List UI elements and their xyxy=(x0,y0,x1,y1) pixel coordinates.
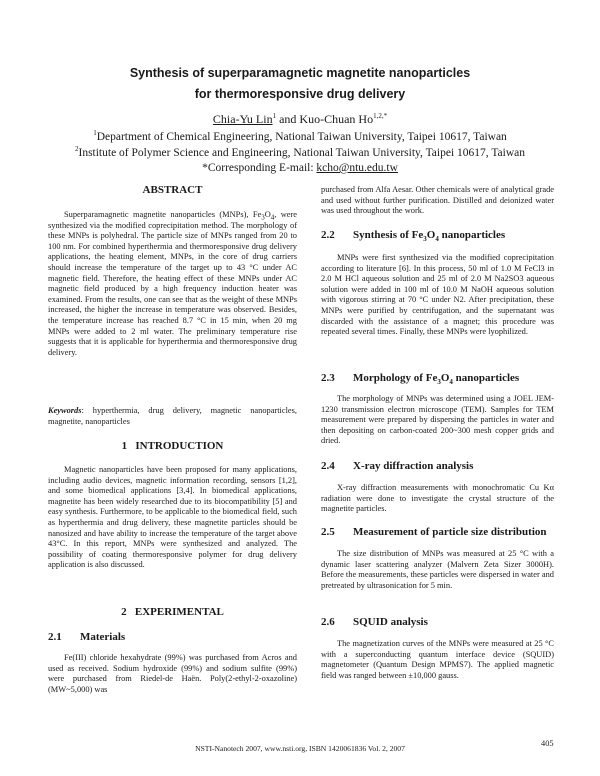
corresponding-email-link[interactable]: kcho@ntu.edu.tw xyxy=(316,162,398,174)
synthesis-text: MNPs were first synthesized via the modified coprecipitation according to literature [6]. In this process, 50 ml of 1.0 M FeCl3 in 2.0 M HCl aqueous solution and 25 ml of 2.0 M Na2SO3 aqueous solution were added in 100 ml of 10.0 M NaOH aqueous solution with vigorous stirring at 70 °C under N2. After precipitation, these MNPs were purified by centrifugation, and the supernatant was discarded with the assistance of a magnet; this procedure was repeated several times. Finally, these MNPs were lyophilized. xyxy=(321,253,554,337)
subsection-heading-xrd: 2.4 X-ray diffraction analysis xyxy=(321,460,474,472)
keywords-label: Keywords xyxy=(48,406,82,415)
materials-text-continued: purchased from Alfa Aesar. Other chemicals were of analytical grade and used without further purification. Distilled and deionized water was used throughout the work. xyxy=(321,185,554,216)
affiliation-text: Institute of Polymer Science and Engineering, National Taiwan University, Taipei 10617, Taiwan xyxy=(78,147,525,159)
subsection-heading-morphology: 2.3 Morphology of $Fe_3O_4$ nanoparticles xyxy=(321,372,520,387)
subsection-heading-synthesis: 2.2 Synthesis of $Fe_3O_4$ nanoparticles xyxy=(321,229,506,244)
materials-text: Fe(III) chloride hexahydrate (99%) was purchased from Acros and used as received. Sodium hydroxide (99%) and sodium sulfite (99%) were purchased from Riedel-de Haën. Poly(2-ethyl-2-oxazoline) (MW~5,000) was xyxy=(48,653,297,694)
abstract-text: Superparamagnetic magnetite nanoparticles (MNPs), $Fe_3O_4$, were synthesized via the modified coprecipitation method. The morphology of these MNPs is polyhedral. The particle size of MNPs ranged from 20 to 100 nm. For combined hyperthermia and thermoresponsive drug delivery applications, the heating element, MNPs, in the core of drug carriers should increase the temperature of the target up to 43 °C under AC magnetic field. Therefore, the heating effect of these MNPs under AC magnetic field produced by a high frequency induction heater was examined. From the results, one can see that as the weight of these MNPs increased, the higher the increase in temperature was observed. Besides, the temperature increase has reached 8.7 °C in 15 min, when 20 mg MNPs were added to 2 ml water. The preliminary temperature rise suggests that it is applicable for hyperthermia and thermoresponsive drug delivery. xyxy=(48,210,297,357)
subsection-heading-squid: 2.6 SQUID analysis xyxy=(321,616,428,628)
author-list xyxy=(0,112,600,127)
author-name: Kuo-Chuan Ho xyxy=(299,112,374,126)
corresponding-label: *Corresponding E-mail: xyxy=(202,162,317,174)
squid-text: The magnetization curves of the MNPs were measured at 25 °C with a superconducting quantum interface device (SQUID) magnetometer (Quantum Design MPMS7). The applied magnetic field was ranged between ±10,000 gauss. xyxy=(321,639,554,680)
keywords xyxy=(48,406,297,427)
abstract-heading: ABSTRACT xyxy=(142,184,203,196)
paper-title-line1: Synthesis of superparamagnetic magnetite nanoparticles xyxy=(129,66,471,80)
affiliation-mark: 1 xyxy=(93,129,97,138)
author-affiliation-mark: 1 xyxy=(272,112,277,120)
section-heading-introduction: 1 INTRODUCTION xyxy=(121,440,224,452)
keywords-text: : hyperthermia, drug delivery, magnetic nanoparticles, magnetite, nanoparticles xyxy=(48,406,297,426)
footer-citation: NSTI-Nanotech 2007, www.nsti.org, ISBN 1420061836 Vol. 2, 2007 xyxy=(195,744,405,753)
introduction-text: Magnetic nanoparticles have been proposed for many applications, including audio devices, magnetic information recording, sensors [1,2], and some biomedical applications [3,4]. In biomedical applications, magnetite has been widely researched due to its biocompatibility [5] and easy synthesis. Furthermore, to be applicable to the biomedical field, such as hyperthermia and drug delivery, these magnetite particles should be nanosized and have ability to increase the temperature of the target above 43°C. In this report, MNPs were synthesized and analyzed. The possibility of coating thermoresponsive polymer for drug delivery application is also discussed. xyxy=(48,465,297,570)
affiliation-2 xyxy=(0,147,600,159)
paper-title-line2: for thermoresponsive drug delivery xyxy=(194,87,406,101)
section-heading-experimental: 2 EXPERIMENTAL xyxy=(121,606,224,618)
corresponding-author xyxy=(0,162,600,174)
xrd-text: X-ray diffraction measurements with monochromatic Cu Kα radiation were done to investigate the crystal structure of the magnetite particles. xyxy=(321,483,554,514)
morphology-text: The morphology of MNPs was determined using a JOEL JEM-1230 transmission electron microscope (TEM). Samples for TEM measurement were prepared by dispersing the particles in water and then depositing on carbon-coated 200~300 mesh copper grids and dried. xyxy=(321,394,554,446)
affiliation-text: Department of Chemical Engineering, National Taiwan University, Taipei 10617, Taiwan xyxy=(96,131,507,143)
affiliation-mark: 2 xyxy=(74,145,79,154)
author-affiliation-mark: 1,2,* xyxy=(373,112,388,120)
author-name: Chia-Yu Lin xyxy=(212,112,273,126)
subsection-heading-particle-size: 2.5 Measurement of particle size distribution xyxy=(321,526,547,538)
affiliation-1 xyxy=(0,131,600,143)
page-number: 405 xyxy=(541,739,554,748)
subsection-heading-materials: 2.1 Materials xyxy=(48,631,126,643)
author-separator: and xyxy=(276,112,300,126)
particle-size-text: The size distribution of MNPs was measured at 25 °C with a dynamic laser scattering analyzer (Malvern Zeta Sizer 3000H). Before the measurements, these particles were dispersed in water and pretreated by ultrasonication for 5 min. xyxy=(321,549,554,590)
